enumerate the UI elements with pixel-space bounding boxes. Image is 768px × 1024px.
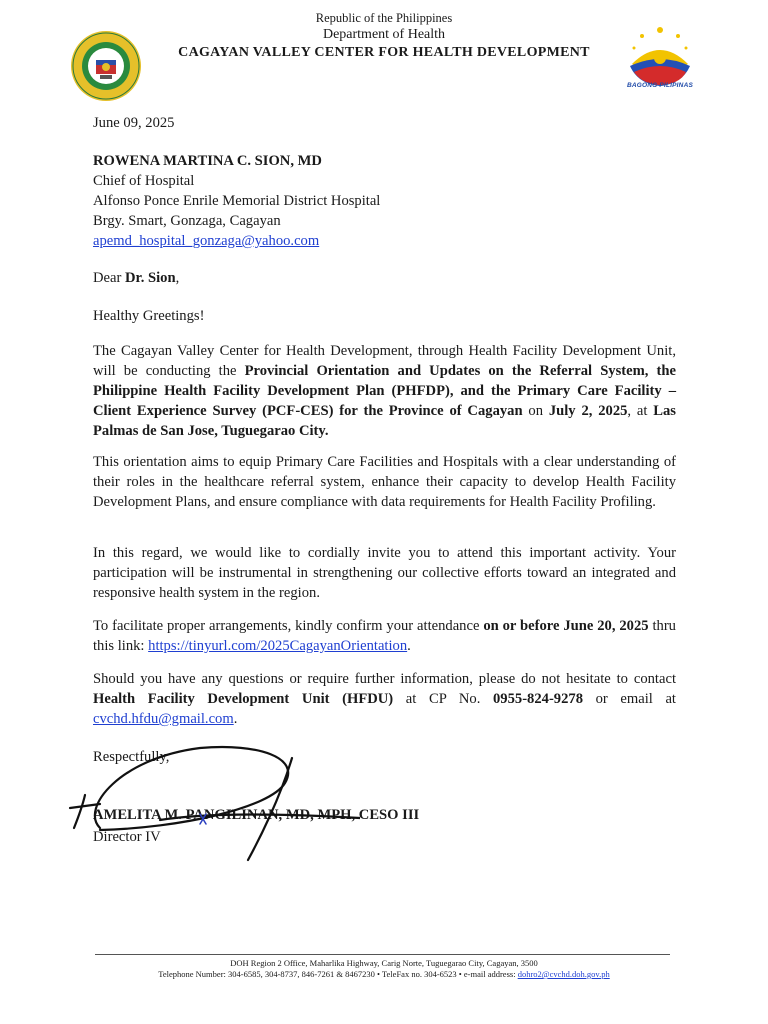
recipient-email-link[interactable]: apemd_hospital_gonzaga@yahoo.com <box>93 233 320 249</box>
p1-text-2: on <box>522 403 549 419</box>
recipient-position: Chief of Hospital <box>93 173 195 189</box>
p5-text-2: at CP No. <box>393 691 493 707</box>
p4-text-3: . <box>407 638 411 654</box>
footer-contact-text: Telephone Number: 304-6585, 304-8737, 846-7261 & 8467230 • TeleFax no. 304-6523 • e-mail address: <box>158 969 518 979</box>
p5-phone: 0955-824-9278 <box>493 691 583 707</box>
p5-unit: Health Facility Development Unit (HFDU) <box>93 691 394 707</box>
salutation-suffix: , <box>175 270 180 286</box>
footer-address: DOH Region 2 Office, Maharlika Highway, Carig Norte, Tuguegarao City, Cagayan, 3500 <box>230 958 538 968</box>
paragraph-invite: In this regard, we would like to cordially invite you to attend this important activity. Your participation will be instrumental in strengthening our collective efforts toward an integrated and responsive health system in the region. <box>93 545 676 601</box>
contact-email-link[interactable]: cvchd.hfdu@gmail.com <box>93 711 234 727</box>
p1-event-title: Provincial Orientation and Updates on the Referral System, the Philippine Health Facility Development Plan (PHFDP), and the Primary Care Facility – Client Experience Survey (PCF-CES) for the Province of Cagayan <box>93 363 676 419</box>
recipient-address: Brgy. Smart, Gonzaga, Cagayan <box>93 213 281 229</box>
recipient-block <box>93 151 380 251</box>
p5-text-1: Should you have any questions or require further information, please do not hesitate to contact <box>93 671 676 687</box>
signer-name: AMELITA M. PANGILINAN, MD, MPH, CESO III <box>93 807 420 823</box>
recipient-name: ROWENA MARTINA C. SION, MD <box>93 153 322 169</box>
footer-divider <box>95 954 670 955</box>
salutation-name: Dr. Sion <box>125 270 176 286</box>
closing: Respectfully, <box>93 749 170 765</box>
bagong-pilipinas-caption: BAGONG PILIPINAS <box>626 82 694 89</box>
paragraph-confirmation <box>93 616 676 656</box>
salutation-prefix: Dear <box>93 270 126 286</box>
registration-link[interactable]: https://tinyurl.com/2025CagayanOrientation <box>148 638 408 654</box>
p5-text-3: or email at <box>583 691 676 707</box>
handwritten-signature <box>60 738 360 868</box>
header-republic: Republic of the Philippines <box>315 11 453 25</box>
signer-title: Director IV <box>93 829 161 845</box>
header-department: Department of Health <box>322 27 446 42</box>
footer-email-link[interactable]: dohro2@cvchd.doh.gov.ph <box>517 969 610 979</box>
doh-seal-logo <box>70 30 142 102</box>
p1-event-venue: Las Palmas de San Jose, Tuguegarao City. <box>93 403 676 439</box>
p4-text-1: To facilitate proper arrangements, kindly confirm your attendance <box>93 618 484 634</box>
p1-event-date: July 2, 2025 <box>548 403 628 419</box>
p1-text-1: The Cagayan Valley Center for Health Development, through Health Facility Development Unit, will be conducting the <box>93 343 676 379</box>
greeting: Healthy Greetings! <box>93 308 205 324</box>
p1-text-3: , at <box>627 403 654 419</box>
header-center: CAGAYAN VALLEY CENTER FOR HEALTH DEVELOPMENT <box>178 45 590 60</box>
recipient-hospital: Alfonso Ponce Enrile Memorial District Hospital <box>93 193 381 209</box>
paragraph-objectives: This orientation aims to equip Primary Care Facilities and Hospitals with a clear understanding of their roles in the healthcare referral system, enhance their capacity to develop Health Facility Development Plans, and ensure compliance with data requirements for Health Facility Profiling. <box>93 454 676 510</box>
paragraph-invitation <box>93 341 676 441</box>
salutation <box>93 268 179 288</box>
p4-deadline: on or before June 20, 2025 <box>483 618 649 634</box>
p4-text-2: thru this link: <box>93 618 676 654</box>
paragraph-contact <box>93 669 676 729</box>
letter-date: June 09, 2025 <box>93 115 175 131</box>
p5-text-4: . <box>233 711 238 727</box>
footer-contact <box>0 969 768 979</box>
